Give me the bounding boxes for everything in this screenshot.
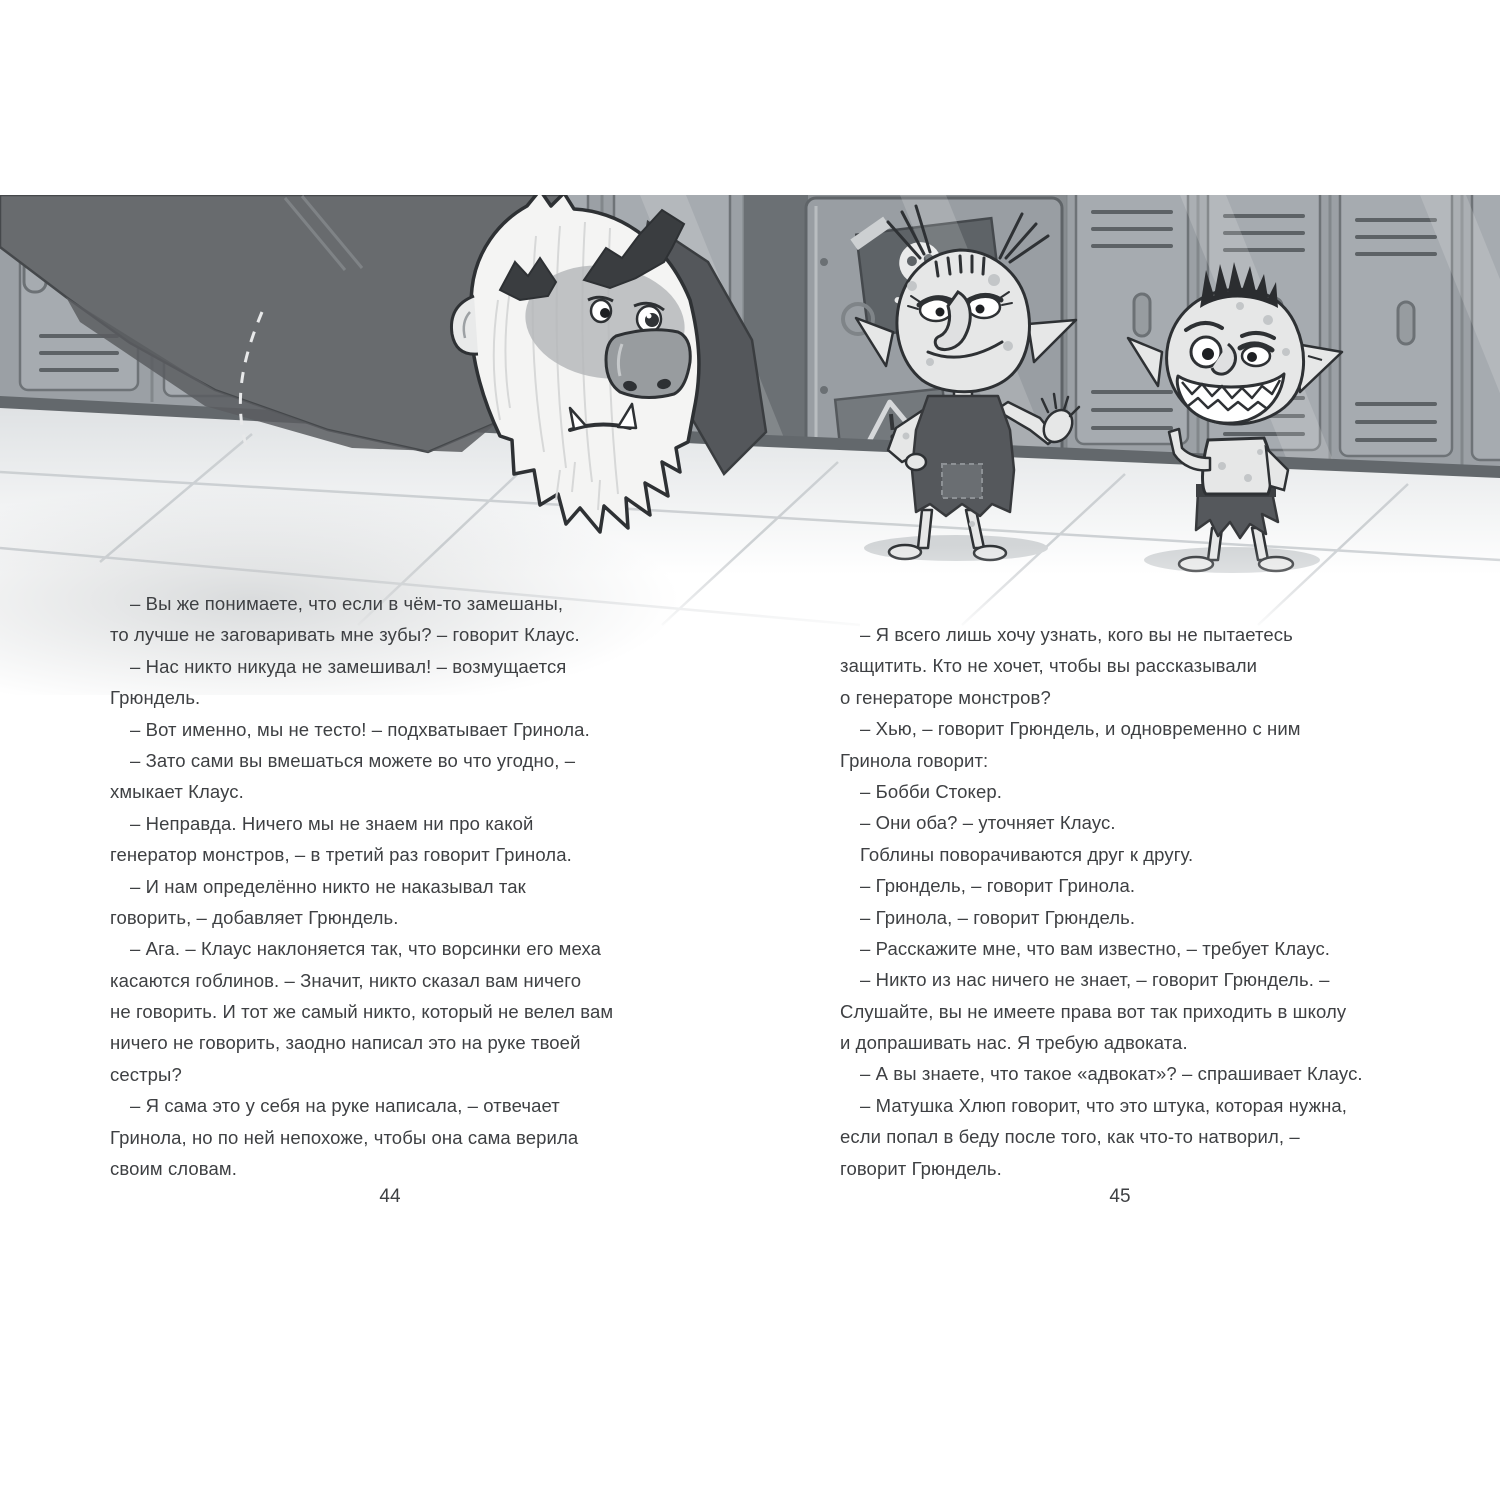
text-line: – Неправда. Ничего мы не знаем ни про какой [130,812,534,834]
text-line: – Нас никто никуда не замешивал! – возмущается [130,655,567,677]
text-line: – Я всего лишь хочу узнать, кого вы не пытаетесь [860,624,1293,645]
text-line: – Никто из нас ничего не знает, – говорит Грюндель. – [860,969,1330,991]
text-line: защитить. Кто не хочет, чтобы вы рассказывали [840,655,1258,677]
text-line: если попал в беду после того, как что-то натворил, – [840,1126,1300,1148]
text-line: не говорить. И тот же самый никто, который не велел вам [110,1001,614,1023]
text-line: говорит Грюндель. [840,1157,1002,1179]
text-line: – Я сама это у себя на руке написала, – отвечает [130,1095,560,1117]
text-line: – Грюндель, – говорит Гринола. [860,875,1136,897]
text-line: – Расскажите мне, что вам известно, – требует Клаус. [860,937,1331,959]
text-line: – Вы же понимаете, что если в чём-то замешаны, [130,593,564,614]
right-page-text [840,619,1410,1184]
text-line: Гринола, но по ней непохоже, чтобы она сама верила [110,1126,579,1148]
text-line: – Ага. – Клаус наклоняется так, что ворсинки его меха [130,938,601,960]
text-line: – Они оба? – уточняет Клаус. [860,812,1116,834]
torso [1203,438,1272,494]
text-line: – Хью, – говорит Грюндель, и одновременно с ним [860,718,1301,740]
text-line: – Матушка Хлюп говорит, что это штука, которая нужна, [860,1094,1348,1116]
text-line: – И нам определённо никто не наказывал так [130,875,526,897]
text-line: – Бобби Стокер. [860,780,1002,802]
text-line: Гринола говорит: [840,749,989,771]
text-line: Грюндель. [110,687,201,709]
text-line: своим словам. [110,1158,237,1180]
text-line: о генераторе монстров? [840,686,1051,708]
text-line: – Вот именно, мы не тесто! – подхватывает Гринола. [130,718,590,740]
text-line: Гоблины поворачиваются друг к другу. [860,843,1194,865]
left-page-text [110,588,695,1184]
text-line: – Зато сами вы вмешаться можете во что угодно, – [130,749,576,771]
tattered-dress [912,396,1014,516]
text-line: – Гринола, – говорит Грюндель. [860,906,1136,928]
text-line: ничего не говорить, заодно написал это на руке твоей [110,1032,581,1054]
text-line: то лучше не заговаривать мне зубы? – говорит Клаус. [110,624,580,646]
text-line: генератор монстров, – в третий раз говорит Гринола. [110,844,572,866]
page-number-left: 44 [379,1186,401,1207]
text-line: хмыкает Клаус. [110,781,244,803]
page-number-right: 45 [1109,1186,1131,1207]
text-line: сестры? [110,1063,182,1085]
text-line: говорить, – добавляет Грюндель. [110,906,399,928]
text-line: – А вы знаете, что такое «адвокат»? – спрашивает Клаус. [860,1063,1363,1085]
text-line: и допрашивать нас. Я требую адвоката. [840,1032,1188,1054]
text-line: касаются гоблинов. – Значит, никто сказал вам ничего [110,969,582,991]
snout-nose [606,330,690,398]
text-line: Слушайте, вы не имеете права вот так приходить в школу [840,1000,1347,1022]
